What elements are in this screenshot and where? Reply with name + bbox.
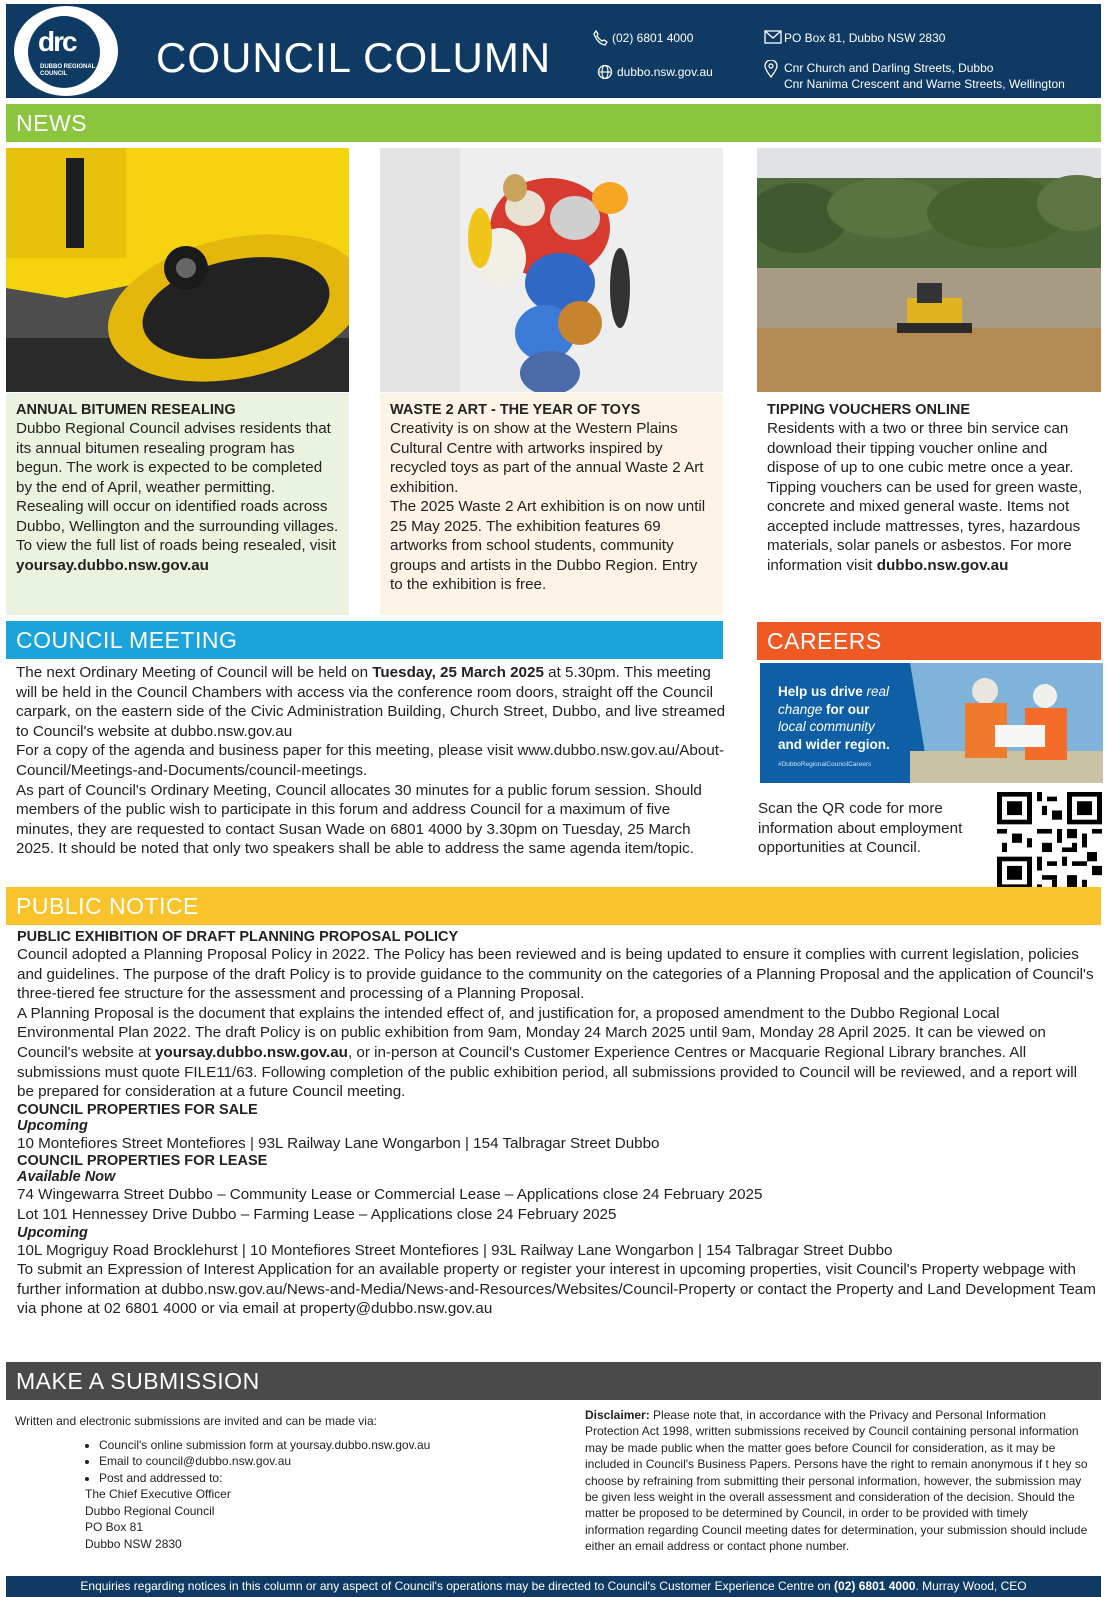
card-title: TIPPING VOUCHERS ONLINE [767,402,971,418]
header-banner [6,4,1101,98]
news-card-waste2art [380,393,723,615]
tip-landfill-photo [757,148,1101,392]
submission-online-item[interactable]: • Council's online submission form at yoursay.dubbo.nsw.gov.au [99,1437,575,1454]
card-paragraph: Dubbo Regional Council advises residents that its annual bitumen resealing program has begun. The work is expected to be completed by the end of April, weather permitting. [16,420,331,496]
page-title: COUNCIL COLUMN [156,34,552,81]
card-paragraph: Resealing will occur on identified roads across Dubbo, Wellington and the surrounding villages. To view the full list of roads being resealed, visit yoursay.dubbo.nsw.gov.au [16,498,339,574]
council-meeting-body: The next Ordinary Meeting of Council will be held on Tuesday, 25 March 2025 at 5.30pm. This meeting will be held in the Council Chambers with access via the conference room doors, straight off the Council carpark, on the eastern side of the Civic Administration Building, Church Street, Dubbo, and live streamed to Council's website at dubbo.nsw.gov.au For a copy of the agenda and business paper for this meeting, please visit www.dubbo.nsw.gov.au/About-Council/Meetings-and-Documents/council-meetings. As part of Council's Ordinary Meeting, Council allocates 30 minutes for a public forum session. Should members of the public wish to participate in this forum and address Council for a maximum of five minutes, they are requested to contact Susan Wade on 6801 4000 by 3.30pm on Tuesday, 25 March 2025. It should be noted that only two speakers shall be able to address the same agenda item/topic. [16,663,731,859]
card-paragraph: The 2025 Waste 2 Art exhibition is on now until 25 May 2025. The exhibition features 69 artworks from school students, community groups and artists in the Dubbo Region. Entry to the exhibition is free. [390,498,706,593]
meeting-agenda-link[interactable]: For a copy of the agenda and business paper for this meeting, please visit www.dubbo.nsw.gov.au/About-Council/Meetings-and-Documents/council-meetings. [16,742,725,779]
qr-caption: Scan the QR code for more information about employment opportunities at Council. [758,800,963,857]
news-heading: NEWS [6,104,1101,142]
submission-methods: Written and electronic submissions are invited and can be made via: • Council's online submission form at yoursay.dubbo.nsw.gov.au • Email to council@dubbo.nsw.gov.au • Post and addressed to: The Chief Executive Officer Dubbo Regional Council PO Box 81 Dubbo NSW 2830 [15,1413,575,1552]
notice-title: PUBLIC EXHIBITION OF DRAFT PLANNING PROPOSAL POLICY [17,929,459,945]
submission-heading: MAKE A SUBMISSION [6,1362,1101,1400]
lease-upcoming-list: 10L Mogriguy Road Brocklehurst | 10 Montefiores Street Montefiores | 93L Railway Lane Wongarbon | 154 Talbragar Street Dubbo [17,1241,893,1259]
contact-postal: PO Box 81, Dubbo NSW 2830 [784,30,945,46]
dubbo-website-link[interactable]: dubbo.nsw.gov.au [876,556,1009,574]
lease-item: Lot 101 Hennessey Drive Dubbo – Farming Lease – Applications close 24 February 2025 [17,1205,617,1223]
submission-post-item: • Post and addressed to: [99,1470,575,1487]
council-logo[interactable] [14,6,118,96]
privacy-disclaimer: Disclaimer: Please note that, in accordance with the Privacy and Personal Information Protection Act 1998, written submissions received by Council containing personal information may be made public when the matter goes before Council for consideration, as it may be included in Council's Business Papers. Persons have the right to remain anonymous if t hey so choose by refraining from submitting their personal information, however, the submission may be given less weight in the overall assessment and consideration of the decision. Should the matter be proposed to be determined by Council, in order to be provided with timely information regarding Council meeting dates for determination, your submission should include either an email address or contact phone number. [585,1408,1088,1554]
phone-icon [592,30,608,46]
careers-slogan: Help us drive real change for our local community and wider region. [778,684,890,752]
contact-address: Cnr Church and Darling Streets, Dubbo Cnr Nanima Crescent and Warne Streets, Wellington [784,60,1065,92]
card-title: ANNUAL BITUMEN RESEALING [16,402,236,418]
properties-sale-heading: COUNCIL PROPERTIES FOR SALE [17,1101,258,1118]
envelope-icon [764,30,782,44]
waste2art-toys-photo [380,148,723,392]
logo-mark: drc [38,26,76,57]
public-notice-heading: PUBLIC NOTICE [6,887,1101,925]
yoursay-link[interactable]: yoursay.dubbo.nsw.gov.au [16,556,209,574]
card-paragraph: Creativity is on show at the Western Plains Cultural Centre with artworks inspired by recycled toys as part of the annual Waste 2 Art exhibition. [390,420,704,496]
public-notice-body: PUBLIC EXHIBITION OF DRAFT PLANNING PROPOSAL POLICY Council adopted a Planning Proposal Policy in 2022. The Policy has been reviewed and is being updated to ensure it complies with current legislation, policies and guidelines. The purpose of the draft Policy is to provide guidance to the community on the categories of a Planning Proposal and the application of Council's three-tiered fee structure for the assessment and processing of a Planning Proposal. A Planning Proposal is the document that explains the intended effect of, and justification for, a proposed amendment to the Dubbo Regional Local Environmental Plan 2022. The draft Policy is on public exhibition from 9am, Monday 24 March 2025 until 9am, Monday 28 April 2025. It can be viewed on Council's website at yoursay.dubbo.nsw.gov.au, or in-person at Council's Customer Experience Centres or Macquarie Regional Library branches. All submissions must quote FILE11/63. Following completion of the public exhibition period, all submissions provided to Council will be reviewed, and a report will be prepared for consideration at a future Council meeting. COUNCIL PROPERTIES FOR SALE Upcoming 10 Montefiores Street Montefiores | 93L Railway Lane Wongarbon | 154 Talbragar Street Dubbo COUNCIL PROPERTIES FOR LEASE Available Now 74 Wingewarra Street Dubbo – Community Lease or Commercial Lease – Applications close 24 February 2025 Lot 101 Hennessey Drive Dubbo – Farming Lease – Applications close 24 February 2025 Upcoming 10L Mogriguy Road Brocklehurst | 10 Montefiores Street Montefiores | 93L Railway Lane Wongarbon | 154 Talbragar Street Dubbo To submit an Expression of Interest Application for an available property or register your interest in upcoming properties, visit Council's Property webpage with further information at dubbo.nsw.gov.au/News-and-Media/News-and-Resources/Websites/Council-Property or contact the Property and Land Development Team via phone at 02 6801 4000 or via email at property@dubbo.nsw.gov.au [17,929,1096,1318]
footer-enquiries: Enquiries regarding notices in this column or any aspect of Council's operations may be directed to Council's Customer Experience Centre on (02) 6801 4000. Murray Wood, CEO [6,1576,1101,1597]
card-title: WASTE 2 ART - THE YEAR OF TOYS [390,402,641,418]
council-meeting-heading: COUNCIL MEETING [6,621,723,659]
sale-property-list: 10 Montefiores Street Montefiores | 93L Railway Lane Wongarbon | 154 Talbragar Street Dubbo [17,1134,660,1152]
careers-banner[interactable] [760,663,1103,783]
contact-phone[interactable]: (02) 6801 4000 [612,30,693,46]
bitumen-roller-photo [6,148,349,392]
postal-address: The Chief Executive Officer Dubbo Regional Council PO Box 81 Dubbo NSW 2830 [85,1487,231,1551]
submission-email-item[interactable]: • Email to council@dubbo.nsw.gov.au [99,1453,575,1470]
news-card-bitumen [6,393,349,615]
yoursay-link[interactable]: yoursay.dubbo.nsw.gov.au [154,1043,348,1061]
news-card-tipping [757,393,1101,615]
globe-icon [597,64,613,80]
careers-heading: CAREERS [757,622,1101,660]
careers-qr-code[interactable] [997,792,1102,889]
properties-lease-heading: COUNCIL PROPERTIES FOR LEASE [17,1153,268,1170]
eoi-instructions: To submit an Expression of Interest Application for an available property or register your interest in upcoming properties, visit Council's Property webpage with further information at dubbo.nsw.gov.au/News-and-Media/News-and-Resources/Websites/Council-Property or contact the Property and Land Development Team via phone at 02 6801 4000 or via email at property@dubbo.nsw.gov.au [17,1261,1096,1318]
logo-subtext: DUBBO REGIONAL COUNCIL [40,64,96,77]
card-paragraph: Residents with a two or three bin service can download their tipping voucher online and dispose of up to one cubic metre once a year. Tipping vouchers can be used for green waste, concrete and mixed general waste. Items not accepted include mattresses, tyres, hazardous materials, solar panels or asbestos. For more information visit dubbo.nsw.gov.au [767,420,1083,574]
careers-hashtag: #DubboRegionalCouncilCareers [778,761,872,768]
lease-item: 74 Wingewarra Street Dubbo – Community Lease or Commercial Lease – Applications close 24 February 2025 [17,1186,763,1204]
contact-web[interactable]: dubbo.nsw.gov.au [617,64,713,80]
map-pin-icon [764,60,778,78]
